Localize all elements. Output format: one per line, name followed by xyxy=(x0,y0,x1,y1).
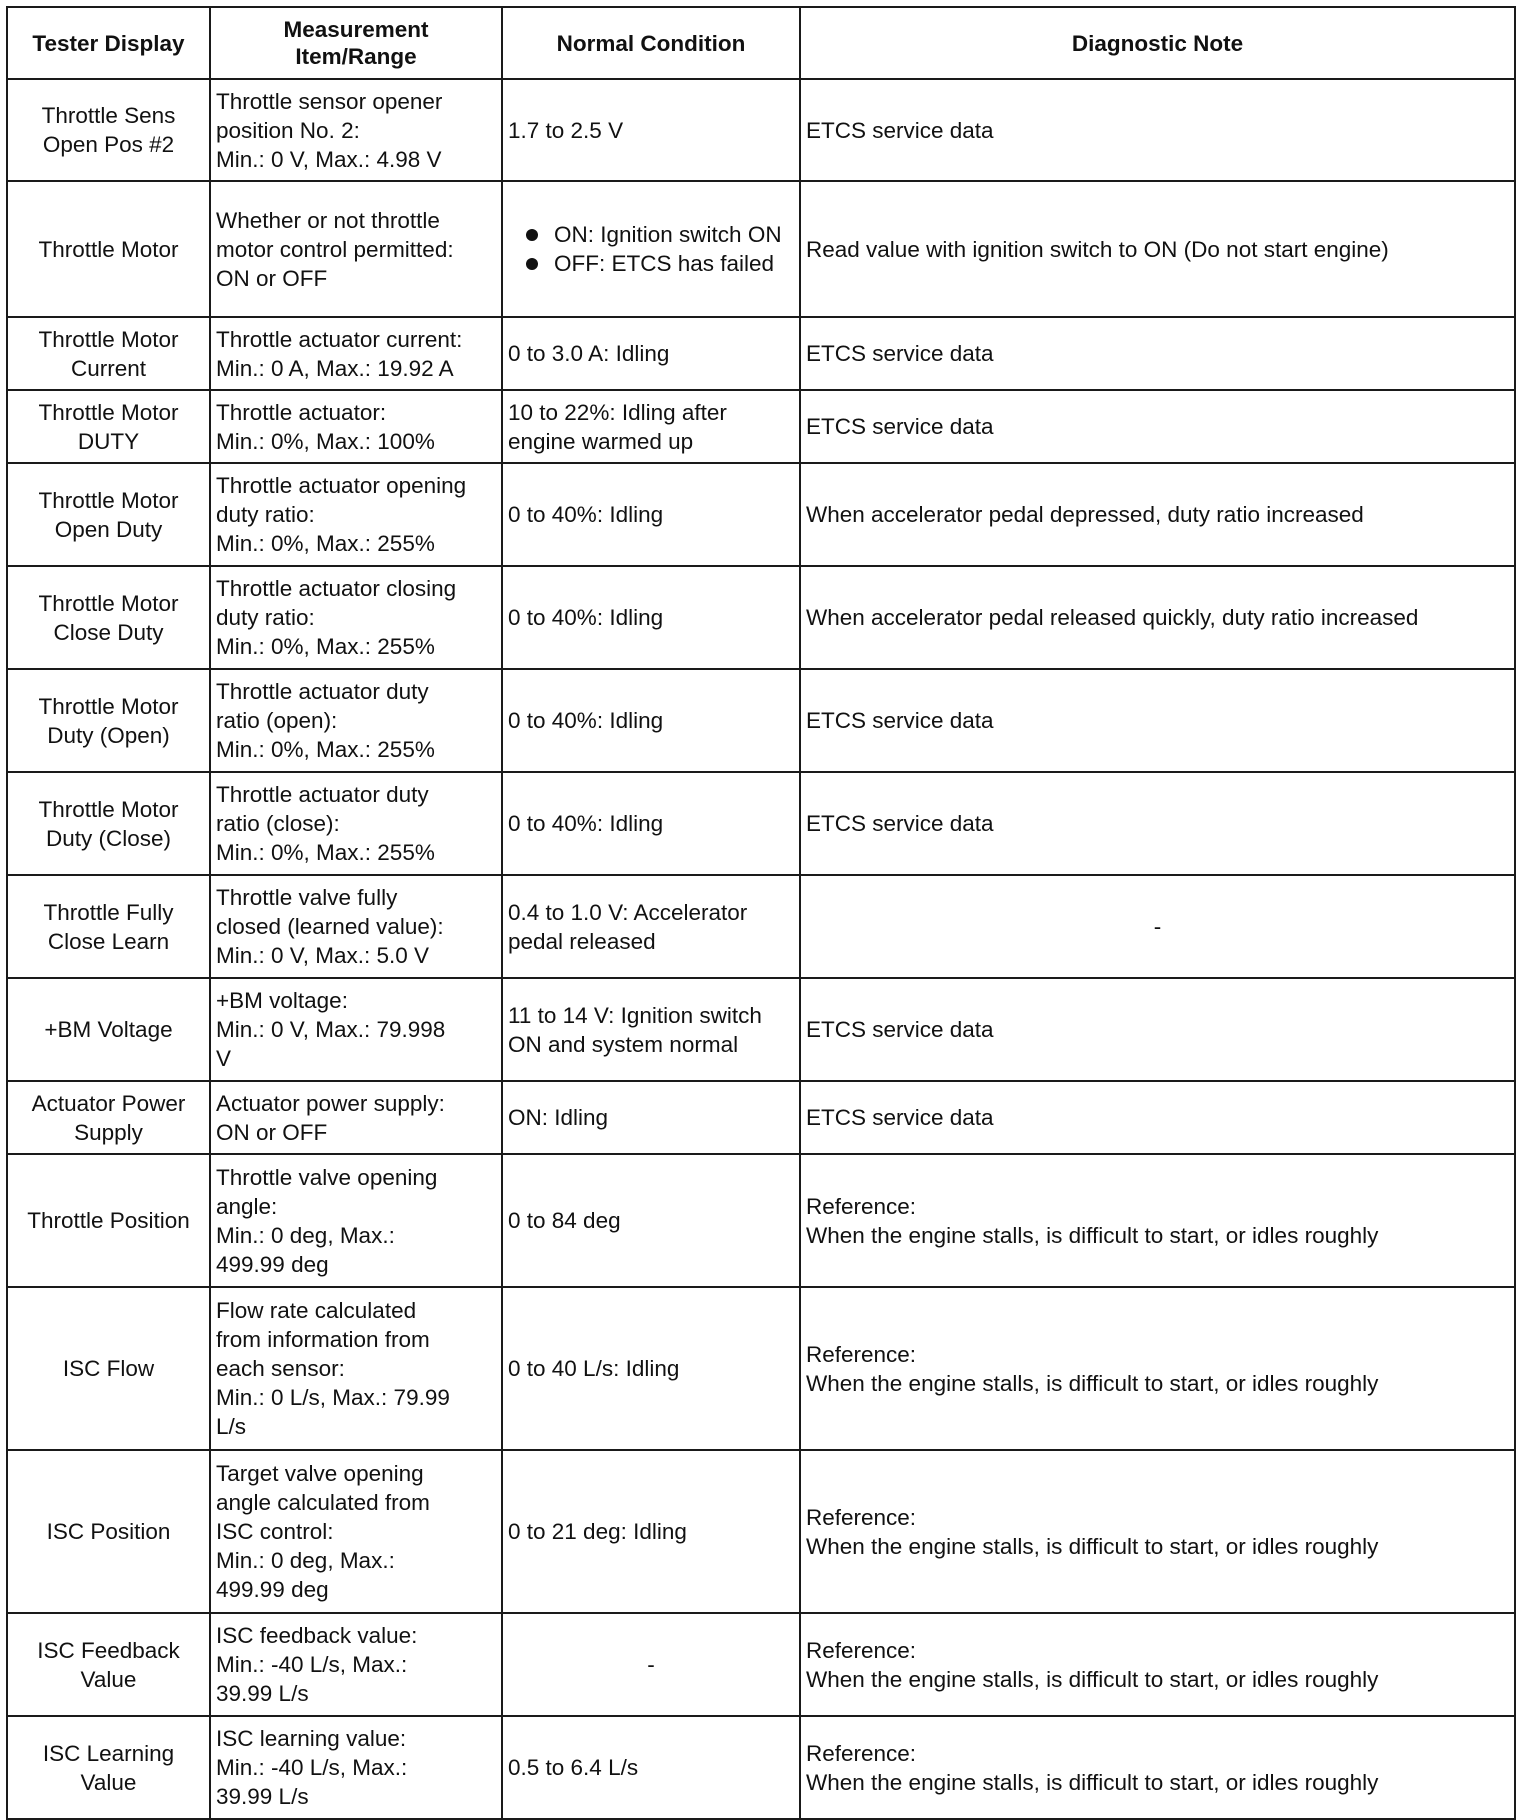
list-item: ON: Ignition switch ON xyxy=(554,220,794,249)
normal-condition-cell: 10 to 22%: Idling after engine warmed up xyxy=(502,390,800,463)
normal-condition-cell: 0.5 to 6.4 L/s xyxy=(502,1716,800,1819)
table-row xyxy=(7,1287,1515,1450)
tester-display-cell: ISC Flow xyxy=(7,1287,210,1450)
measurement-cell: Throttle actuator current: Min.: 0 A, Max.: 19.92 A xyxy=(210,317,502,390)
table-row xyxy=(7,978,1515,1081)
tester-display-cell: Throttle Motor DUTY xyxy=(7,390,210,463)
table-row xyxy=(7,390,1515,463)
diagnostic-note-cell: Reference: When the engine stalls, is difficult to start, or idles roughly xyxy=(800,1450,1515,1613)
header-tester-display: Tester Display xyxy=(7,7,210,79)
normal-condition-cell: 0 to 40 L/s: Idling xyxy=(502,1287,800,1450)
tester-display-cell: ISC Feedback Value xyxy=(7,1613,210,1716)
diagnostic-note-cell: Reference: When the engine stalls, is difficult to start, or idles roughly xyxy=(800,1287,1515,1450)
measurement-cell: Flow rate calculated from information from each sensor: Min.: 0 L/s, Max.: 79.99 L/s xyxy=(210,1287,502,1450)
header-row xyxy=(7,7,1515,79)
header-diagnostic-note: Diagnostic Note xyxy=(800,7,1515,79)
measurement-cell: Throttle actuator: Min.: 0%, Max.: 100% xyxy=(210,390,502,463)
measurement-cell: Target valve opening angle calculated from ISC control: Min.: 0 deg, Max.: 499.99 deg xyxy=(210,1450,502,1613)
measurement-cell: Throttle actuator closing duty ratio: Min.: 0%, Max.: 255% xyxy=(210,566,502,669)
measurement-cell: Throttle valve opening angle: Min.: 0 deg, Max.: 499.99 deg xyxy=(210,1154,502,1287)
table-row xyxy=(7,463,1515,566)
tester-display-cell: Actuator Power Supply xyxy=(7,1081,210,1154)
header-normal-condition: Normal Condition xyxy=(502,7,800,79)
tester-display-cell: Throttle Motor xyxy=(7,181,210,317)
table-row xyxy=(7,317,1515,390)
measurement-cell: Throttle valve fully closed (learned value): Min.: 0 V, Max.: 5.0 V xyxy=(210,875,502,978)
diagnostic-note-cell: ETCS service data xyxy=(800,669,1515,772)
tester-display-cell: Throttle Position xyxy=(7,1154,210,1287)
table-row xyxy=(7,1450,1515,1613)
tester-display-cell: Throttle Motor Current xyxy=(7,317,210,390)
diagnostic-note-cell: Reference: When the engine stalls, is difficult to start, or idles roughly xyxy=(800,1613,1515,1716)
measurement-cell: +BM voltage: Min.: 0 V, Max.: 79.998 V xyxy=(210,978,502,1081)
tester-display-cell: Throttle Sens Open Pos #2 xyxy=(7,79,210,181)
table-row xyxy=(7,875,1515,978)
tester-display-cell: Throttle Fully Close Learn xyxy=(7,875,210,978)
measurement-cell: Whether or not throttle motor control permitted: ON or OFF xyxy=(210,181,502,317)
diagnostic-note-cell: ETCS service data xyxy=(800,390,1515,463)
data-list-table xyxy=(6,6,1516,1820)
table-row xyxy=(7,1081,1515,1154)
measurement-cell: Throttle actuator duty ratio (close): Min.: 0%, Max.: 255% xyxy=(210,772,502,875)
normal-condition-cell: 0 to 84 deg xyxy=(502,1154,800,1287)
measurement-cell: Throttle actuator opening duty ratio: Min.: 0%, Max.: 255% xyxy=(210,463,502,566)
normal-condition-cell: ON: Idling xyxy=(502,1081,800,1154)
tester-display-cell: Throttle Motor Duty (Close) xyxy=(7,772,210,875)
table-row xyxy=(7,669,1515,772)
tester-display-cell: Throttle Motor Close Duty xyxy=(7,566,210,669)
normal-condition-cell: 0 to 40%: Idling xyxy=(502,463,800,566)
normal-condition-cell: - xyxy=(502,1613,800,1716)
normal-condition-cell: 0 to 40%: Idling xyxy=(502,772,800,875)
diagnostic-note-cell: - xyxy=(800,875,1515,978)
tester-display-cell: ISC Position xyxy=(7,1450,210,1613)
normal-condition-cell: 0.4 to 1.0 V: Accelerator pedal released xyxy=(502,875,800,978)
measurement-cell: Throttle sensor opener position No. 2: Min.: 0 V, Max.: 4.98 V xyxy=(210,79,502,181)
normal-condition-cell: 11 to 14 V: Ignition switch ON and system normal xyxy=(502,978,800,1081)
tester-display-cell: ISC Learning Value xyxy=(7,1716,210,1819)
diagnostic-note-cell: ETCS service data xyxy=(800,79,1515,181)
diagnostic-note-cell: When accelerator pedal depressed, duty ratio increased xyxy=(800,463,1515,566)
diagnostic-note-cell: Reference: When the engine stalls, is difficult to start, or idles roughly xyxy=(800,1154,1515,1287)
diagnostic-note-cell: ETCS service data xyxy=(800,317,1515,390)
diagnostic-note-cell: Read value with ignition switch to ON (Do not start engine) xyxy=(800,181,1515,317)
normal-condition-cell: 0 to 40%: Idling xyxy=(502,566,800,669)
table-row xyxy=(7,772,1515,875)
tester-display-cell: Throttle Motor Duty (Open) xyxy=(7,669,210,772)
measurement-cell: ISC learning value: Min.: -40 L/s, Max.: 39.99 L/s xyxy=(210,1716,502,1819)
page xyxy=(6,6,1514,1810)
table-row xyxy=(7,566,1515,669)
diagnostic-note-cell: ETCS service data xyxy=(800,772,1515,875)
table-row xyxy=(7,1613,1515,1716)
header-measurement: Measurement Item/Range xyxy=(210,7,502,79)
normal-condition-cell: 0 to 3.0 A: Idling xyxy=(502,317,800,390)
measurement-cell: Actuator power supply: ON or OFF xyxy=(210,1081,502,1154)
table-row xyxy=(7,79,1515,181)
normal-condition-cell: 0 to 21 deg: Idling xyxy=(502,1450,800,1613)
measurement-cell: ISC feedback value: Min.: -40 L/s, Max.: 39.99 L/s xyxy=(210,1613,502,1716)
diagnostic-note-cell: Reference: When the engine stalls, is difficult to start, or idles roughly xyxy=(800,1716,1515,1819)
normal-condition-cell: 0 to 40%: Idling xyxy=(502,669,800,772)
measurement-cell: Throttle actuator duty ratio (open): Min.: 0%, Max.: 255% xyxy=(210,669,502,772)
tester-display-cell: Throttle Motor Open Duty xyxy=(7,463,210,566)
normal-condition-cell: 1.7 to 2.5 V xyxy=(502,79,800,181)
normal-condition-list xyxy=(508,220,794,278)
diagnostic-note-cell: ETCS service data xyxy=(800,978,1515,1081)
table-row xyxy=(7,1154,1515,1287)
diagnostic-note-cell: When accelerator pedal released quickly, duty ratio increased xyxy=(800,566,1515,669)
list-item: OFF: ETCS has failed xyxy=(554,249,794,278)
normal-condition-cell xyxy=(502,181,800,317)
tester-display-cell: +BM Voltage xyxy=(7,978,210,1081)
table-row xyxy=(7,1716,1515,1819)
diagnostic-note-cell: ETCS service data xyxy=(800,1081,1515,1154)
table-row xyxy=(7,181,1515,317)
